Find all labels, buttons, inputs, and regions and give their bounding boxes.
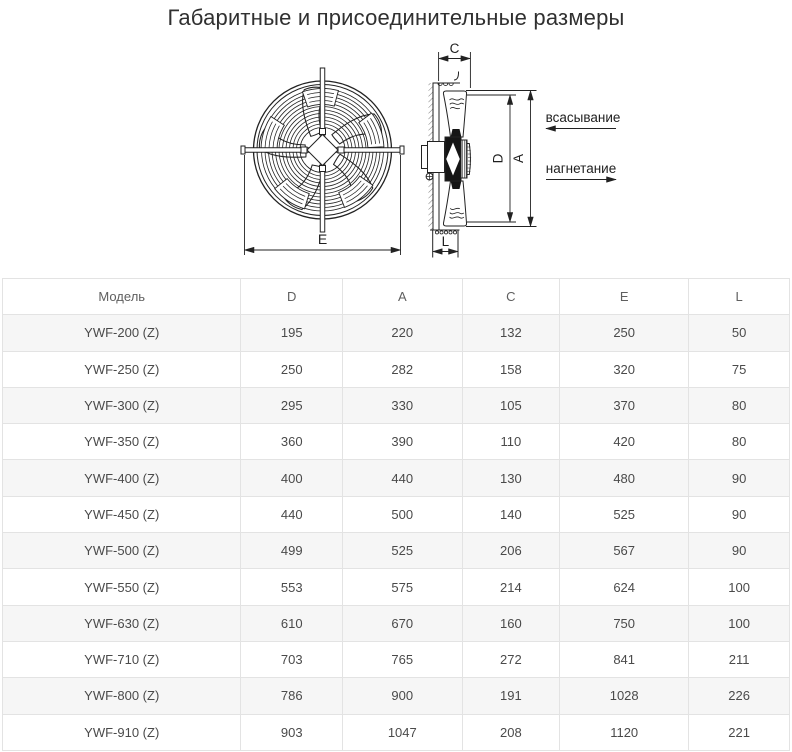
header-cell-a: A [342,279,462,315]
dimension-value-cell: 420 [560,424,689,460]
dimension-value-cell: 206 [462,533,560,569]
dimension-value-cell: 903 [241,714,343,750]
dimension-value-cell: 80 [689,424,790,460]
dimension-value-cell: 214 [462,569,560,605]
dimension-value-cell: 208 [462,714,560,750]
header-cell-e: E [560,279,689,315]
dimension-value-cell: 440 [342,460,462,496]
dimension-value-cell: 226 [689,678,790,714]
dimension-value-cell: 132 [462,315,560,351]
dimension-value-cell: 480 [560,460,689,496]
model-cell: YWF-200 (Z) [3,315,241,351]
dimension-value-cell: 211 [689,641,790,677]
dimension-value-cell: 1028 [560,678,689,714]
model-cell: YWF-800 (Z) [3,678,241,714]
dimension-value-cell: 500 [342,496,462,532]
dimension-label-e: E [317,231,328,247]
model-cell: YWF-710 (Z) [3,641,241,677]
dimension-value-cell: 250 [560,315,689,351]
dimension-value-cell: 158 [462,351,560,387]
table-row [3,460,790,496]
dimensions-table [2,278,790,751]
dimension-value-cell: 1120 [560,714,689,750]
dimension-value-cell: 160 [462,605,560,641]
dimension-value-cell: 390 [342,424,462,460]
dimension-value-cell: 250 [241,351,343,387]
dimension-value-cell: 75 [689,351,790,387]
header-cell-l: L [689,279,790,315]
fan-front-view [241,68,404,255]
dimension-value-cell: 499 [241,533,343,569]
dimension-c [439,41,471,88]
dimension-value-cell: 110 [462,424,560,460]
dimension-value-cell: 750 [560,605,689,641]
dimension-value-cell: 295 [241,387,343,423]
dimension-value-cell: 140 [462,496,560,532]
dimension-value-cell: 100 [689,605,790,641]
dimension-value-cell: 567 [560,533,689,569]
table-row [3,714,790,750]
table-row [3,387,790,423]
model-cell: YWF-500 (Z) [3,533,241,569]
dimension-value-cell: 440 [241,496,343,532]
table-row [3,315,790,351]
model-cell: YWF-630 (Z) [3,605,241,641]
dimension-value-cell: 1047 [342,714,462,750]
fan-drawing [230,40,700,278]
dimension-value-cell: 841 [560,641,689,677]
dimension-value-cell: 50 [689,315,790,351]
motor-hub [422,137,472,181]
model-cell: YWF-350 (Z) [3,424,241,460]
dimension-value-cell: 624 [560,569,689,605]
dimension-value-cell: 195 [241,315,343,351]
table-header-row [3,279,790,315]
dimension-value-cell: 105 [462,387,560,423]
model-cell: YWF-250 (Z) [3,351,241,387]
dimension-value-cell: 900 [342,678,462,714]
table-row [3,569,790,605]
dimension-value-cell: 220 [342,315,462,351]
dimension-label-l: L [441,234,450,249]
dimension-label-c: C [449,41,460,56]
dimension-value-cell: 90 [689,533,790,569]
hub-diamond [307,135,338,166]
fan-side-view [422,41,621,258]
header-cell-d: D [241,279,343,315]
dimension-value-cell: 282 [342,351,462,387]
model-cell: YWF-910 (Z) [3,714,241,750]
dimension-value-cell: 130 [462,460,560,496]
page-title: Габаритные и присоединительные размеры [167,5,625,30]
dimension-value-cell: 525 [342,533,462,569]
model-cell: YWF-300 (Z) [3,387,241,423]
table-row [3,605,790,641]
model-cell: YWF-550 (Z) [3,569,241,605]
dimension-value-cell: 90 [689,460,790,496]
dimension-value-cell: 610 [241,605,343,641]
dimension-value-cell: 400 [241,460,343,496]
dimension-value-cell: 80 [689,387,790,423]
dimension-value-cell: 525 [560,496,689,532]
table-body [3,315,790,751]
dimension-value-cell: 330 [342,387,462,423]
table-row [3,641,790,677]
suction-label: всасывание [545,110,621,125]
dimension-value-cell: 575 [342,569,462,605]
table-row [3,496,790,532]
dimension-value-cell: 191 [462,678,560,714]
header-cell-model: Модель [3,279,241,315]
table-row [3,533,790,569]
dimension-label-d: D [490,153,506,164]
dimension-value-cell: 703 [241,641,343,677]
dimension-value-cell: 272 [462,641,560,677]
table-row [3,678,790,714]
dimension-value-cell: 360 [241,424,343,460]
dimension-value-cell: 221 [689,714,790,750]
dimension-l [433,234,458,252]
fan-drawing-area [230,40,700,278]
model-cell: YWF-450 (Z) [3,496,241,532]
discharge-label: нагнетание [545,161,617,176]
header-cell-c: C [462,279,560,315]
model-cell: YWF-400 (Z) [3,460,241,496]
dimension-value-cell: 765 [342,641,462,677]
grille-cross-bars [241,68,404,232]
dimension-label-a: A [511,153,526,164]
table-row [3,351,790,387]
dimension-value-cell: 370 [560,387,689,423]
table-row [3,424,790,460]
dimension-value-cell: 90 [689,496,790,532]
airflow-annotations [546,110,621,180]
dimension-d [467,95,516,222]
dimension-value-cell: 320 [560,351,689,387]
dimension-value-cell: 553 [241,569,343,605]
dimension-value-cell: 100 [689,569,790,605]
dimension-value-cell: 670 [342,605,462,641]
dimension-value-cell: 786 [241,678,343,714]
